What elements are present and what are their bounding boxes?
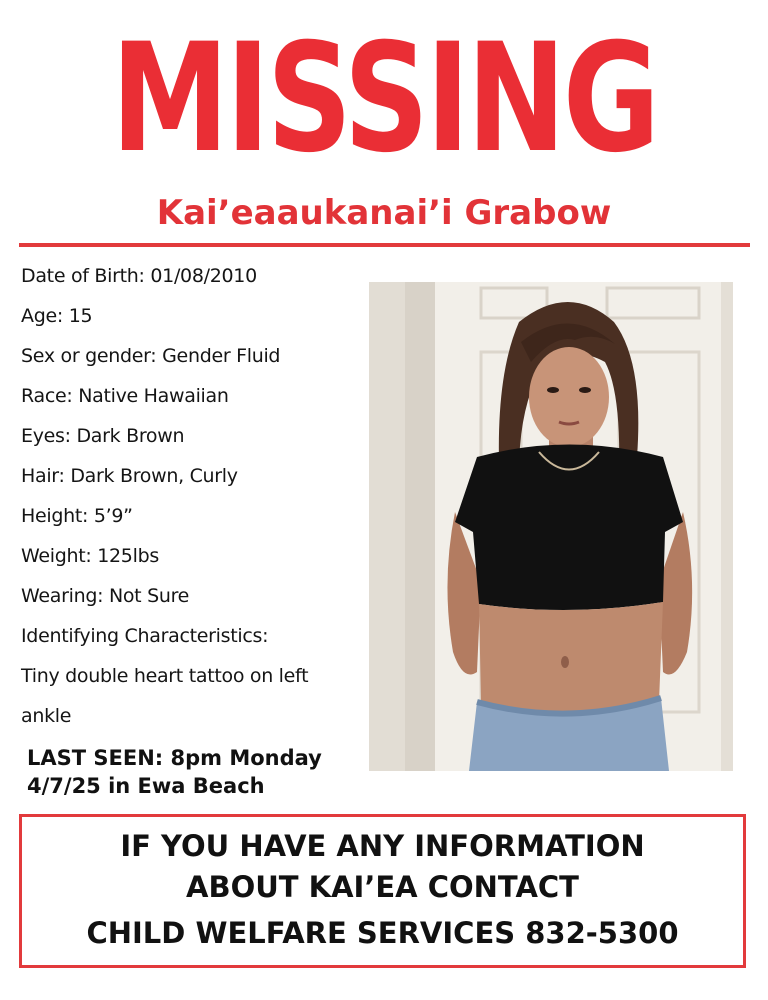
missing-headline: MISSING (111, 12, 657, 186)
last-seen-line-2: 4/7/25 in Ewa Beach (27, 774, 265, 798)
detail-identifying-text: Tiny double heart tattoo on left (21, 665, 309, 687)
last-seen-line-1: LAST SEEN: 8pm Monday (27, 746, 322, 770)
contact-line-2 (22, 870, 743, 904)
contact-line-3-text: CHILD WELFARE SERVICES 832-5300 (86, 916, 679, 950)
contact-line-2-text: ABOUT KAI’EA CONTACT (186, 870, 579, 904)
details-list (21, 256, 361, 736)
last-seen-block (27, 744, 367, 800)
detail-age: Age: 15 (21, 305, 93, 327)
detail-eyes: Eyes: Dark Brown (21, 425, 185, 447)
detail-identifying-text-cont: ankle (21, 705, 72, 727)
detail-weight: Weight: 125lbs (21, 545, 159, 567)
contact-line-1 (22, 829, 743, 863)
detail-wearing: Wearing: Not Sure (21, 585, 190, 607)
contact-line-1-text: IF YOU HAVE ANY INFORMATION (120, 829, 645, 863)
detail-gender: Sex or gender: Gender Fluid (21, 345, 281, 367)
detail-identifying-heading: Identifying Characteristics: (21, 625, 269, 647)
detail-hair: Hair: Dark Brown, Curly (21, 465, 238, 487)
detail-dob: Date of Birth: 01/08/2010 (21, 265, 257, 287)
detail-height: Height: 5’9” (21, 505, 133, 527)
person-name: Kai’eaaukanai’i Grabow (156, 193, 612, 233)
detail-race: Race: Native Hawaiian (21, 385, 229, 407)
person-photo (369, 282, 733, 771)
contact-line-3 (22, 916, 743, 950)
contact-box (19, 814, 746, 968)
header-divider (19, 243, 750, 247)
